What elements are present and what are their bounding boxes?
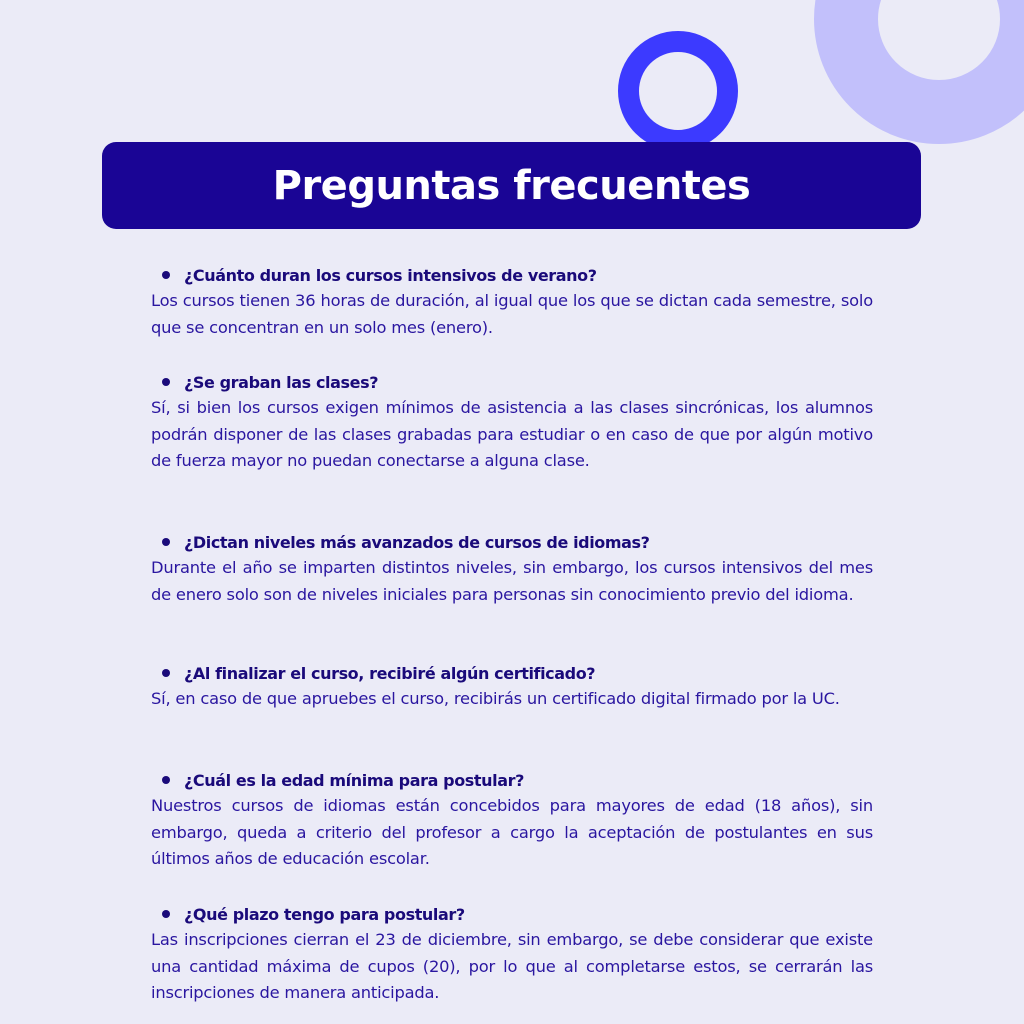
faq-question (151, 901, 873, 927)
faq-question (151, 660, 873, 686)
faq-item (151, 262, 873, 341)
faq-question-text: ¿Cuál es la edad mínima para postular? (184, 770, 525, 790)
faq-item (151, 529, 873, 608)
faq-item (151, 901, 873, 1007)
faq-question (151, 369, 873, 395)
faq-item (151, 767, 873, 873)
faq-item (151, 369, 873, 475)
faq-answer: Sí, en caso de que apruebes el curso, recibirás un certificado digital firmado por la UC. (151, 689, 840, 708)
decorative-ring-small (618, 31, 738, 151)
faq-answer: Las inscripciones cierran el 23 de diciembre, sin embargo, se debe considerar que existe una cantidad máxima de cupos (20), por lo que al completarse estos, se cerrarán las inscripciones de manera anticipada. (151, 930, 873, 1003)
faq-question-text: ¿Qué plazo tengo para postular? (184, 904, 465, 924)
faq-answer: Nuestros cursos de idiomas están concebidos para mayores de edad (18 años), sin embargo, queda a criterio del profesor a cargo la aceptación de postulantes en sus últimos años de educación escolar. (151, 796, 873, 869)
faq-question (151, 767, 873, 793)
faq-question-text: ¿Se graban las clases? (184, 372, 379, 392)
faq-question-text: ¿Cuánto duran los cursos intensivos de verano? (184, 265, 597, 285)
faq-answer: Sí, si bien los cursos exigen mínimos de asistencia a las clases sincrónicas, los alumnos podrán disponer de las clases grabadas para estudiar o en caso de que por algún motivo de fuerza mayor no puedan conectarse a alguna clase. (151, 398, 873, 471)
bullet-icon (162, 538, 170, 546)
faq-item (151, 660, 873, 713)
bullet-icon (162, 910, 170, 918)
bullet-icon (162, 271, 170, 279)
faq-question (151, 262, 873, 288)
faq-question-text: ¿Dictan niveles más avanzados de cursos de idiomas? (184, 532, 650, 552)
bullet-icon (162, 378, 170, 386)
bullet-icon (162, 776, 170, 784)
title-banner (102, 142, 921, 229)
faq-question-text: ¿Al finalizar el curso, recibiré algún certificado? (184, 663, 596, 683)
bullet-icon (162, 669, 170, 677)
faq-answer: Los cursos tienen 36 horas de duración, al igual que los que se dictan cada semestre, solo que se concentran en un solo mes (enero). (151, 291, 873, 337)
faq-answer: Durante el año se imparten distintos niveles, sin embargo, los cursos intensivos del mes de enero solo son de niveles iniciales para personas sin conocimiento previo del idioma. (151, 558, 873, 604)
decorative-ring-large (814, 0, 1024, 144)
faq-question (151, 529, 873, 555)
page-title: Preguntas frecuentes (272, 162, 751, 209)
